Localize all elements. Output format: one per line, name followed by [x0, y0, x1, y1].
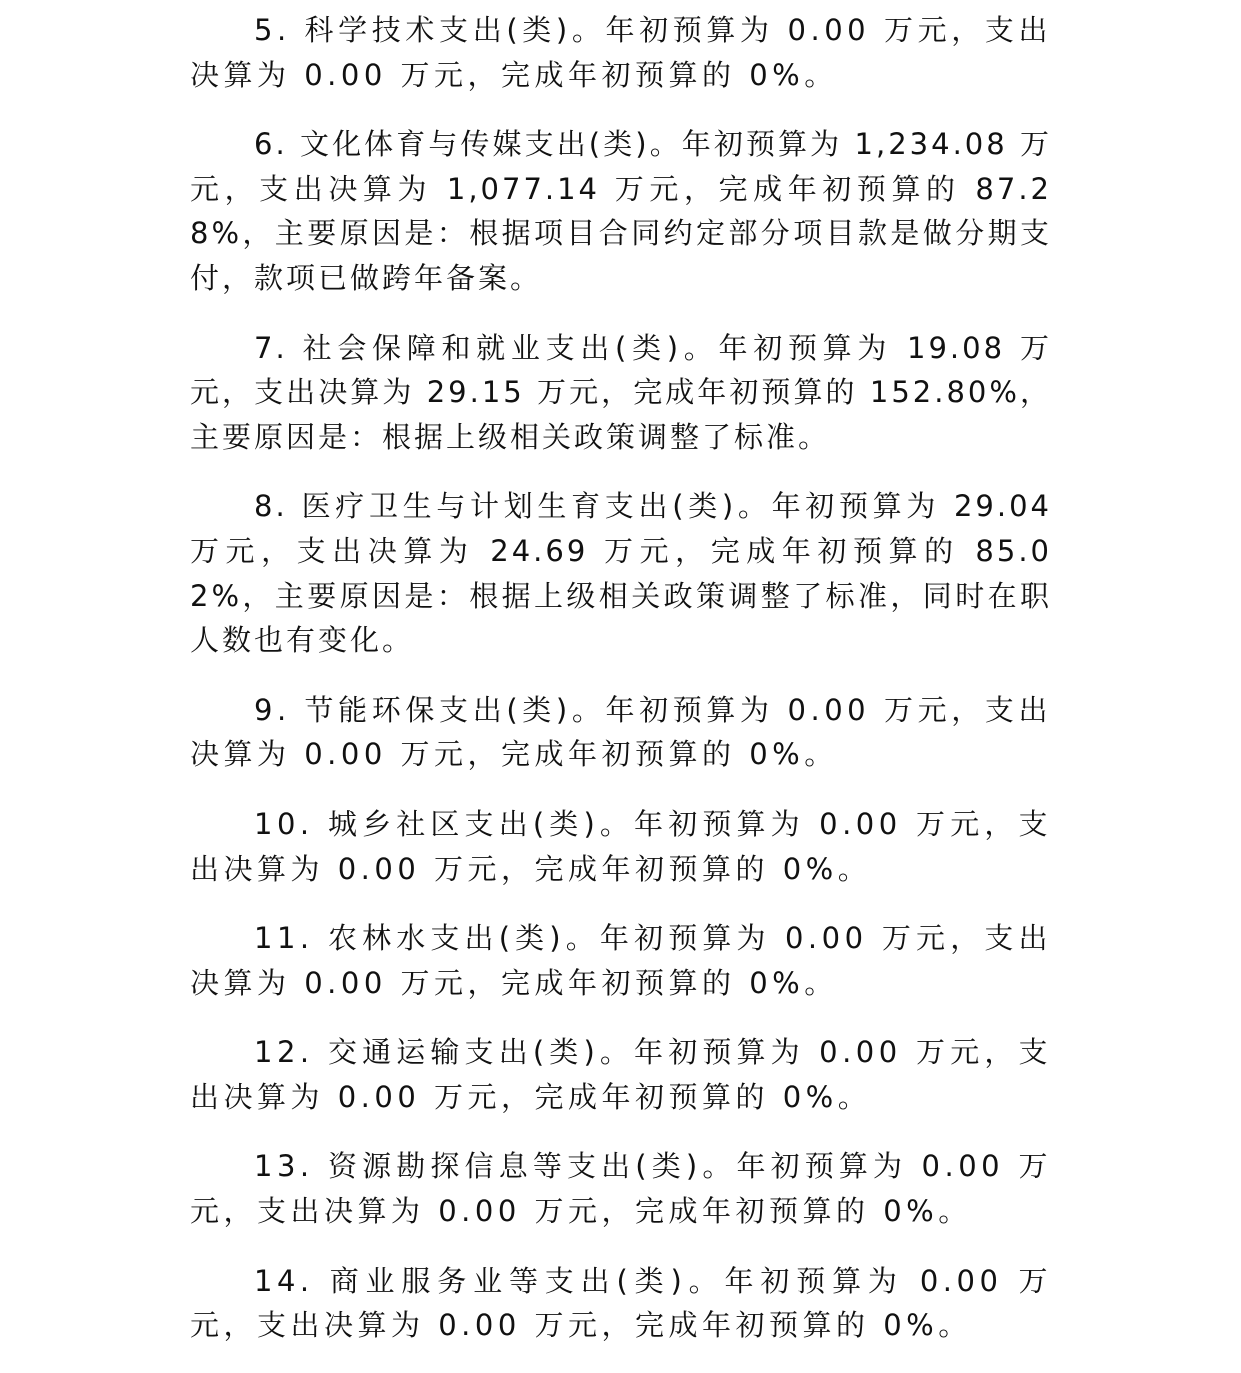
- paragraph-energy-environment: 9. 节能环保支出(类)。年初预算为 0.00 万元，支出决算为 0.00 万元，完成年初预算的 0%。: [190, 692, 1052, 772]
- paragraph-resource-exploration: 13. 资源勘探信息等支出(类)。年初预算为 0.00 万元，支出决算为 0.00 万元，完成年初预算的 0%。: [190, 1149, 1052, 1229]
- paragraph-science-technology: 5. 科学技术支出(类)。年初预算为 0.00 万元，支出决算为 0.00 万元，完成年初预算的 0%。: [190, 13, 1052, 92]
- document-page: [190, 8, 1052, 1373]
- paragraph-urban-rural-community: 10. 城乡社区支出(类)。年初预算为 0.00 万元，支出决算为 0.00 万元，完成年初预算的 0%。: [190, 806, 1052, 886]
- paragraph-agriculture-forestry-water: 11. 农林水支出(类)。年初预算为 0.00 万元，支出决算为 0.00 万元，完成年初预算的 0%。: [190, 921, 1052, 1000]
- paragraph-social-security-employment: 7. 社会保障和就业支出(类)。年初预算为 19.08 万元，支出决算为 29.15 万元，完成年初预算的 152.80%，主要原因是：根据上级相关政策调整了标准。: [190, 330, 1052, 454]
- paragraph-commerce-services: 14. 商业服务业等支出(类)。年初预算为 0.00 万元，支出决算为 0.00 万元，完成年初预算的 0%。: [190, 1263, 1052, 1343]
- paragraph-transportation: 12. 交通运输支出(类)。年初预算为 0.00 万元，支出决算为 0.00 万元，完成年初预算的 0%。: [190, 1035, 1052, 1114]
- paragraph-culture-sports-media: 6. 文化体育与传媒支出(类)。年初预算为 1,234.08 万元，支出决算为 1,077.14 万元，完成年初预算的 87.28%，主要原因是：根据项目合同约定部分项目款是做分期支付，款项已做跨年备案。: [190, 127, 1052, 295]
- paragraph-health-family-planning: 8. 医疗卫生与计划生育支出(类)。年初预算为 29.04 万元，支出决算为 24.69 万元，完成年初预算的 85.02%，主要原因是：根据上级相关政策调整了标准，同时在职人数也有变化。: [190, 489, 1052, 658]
